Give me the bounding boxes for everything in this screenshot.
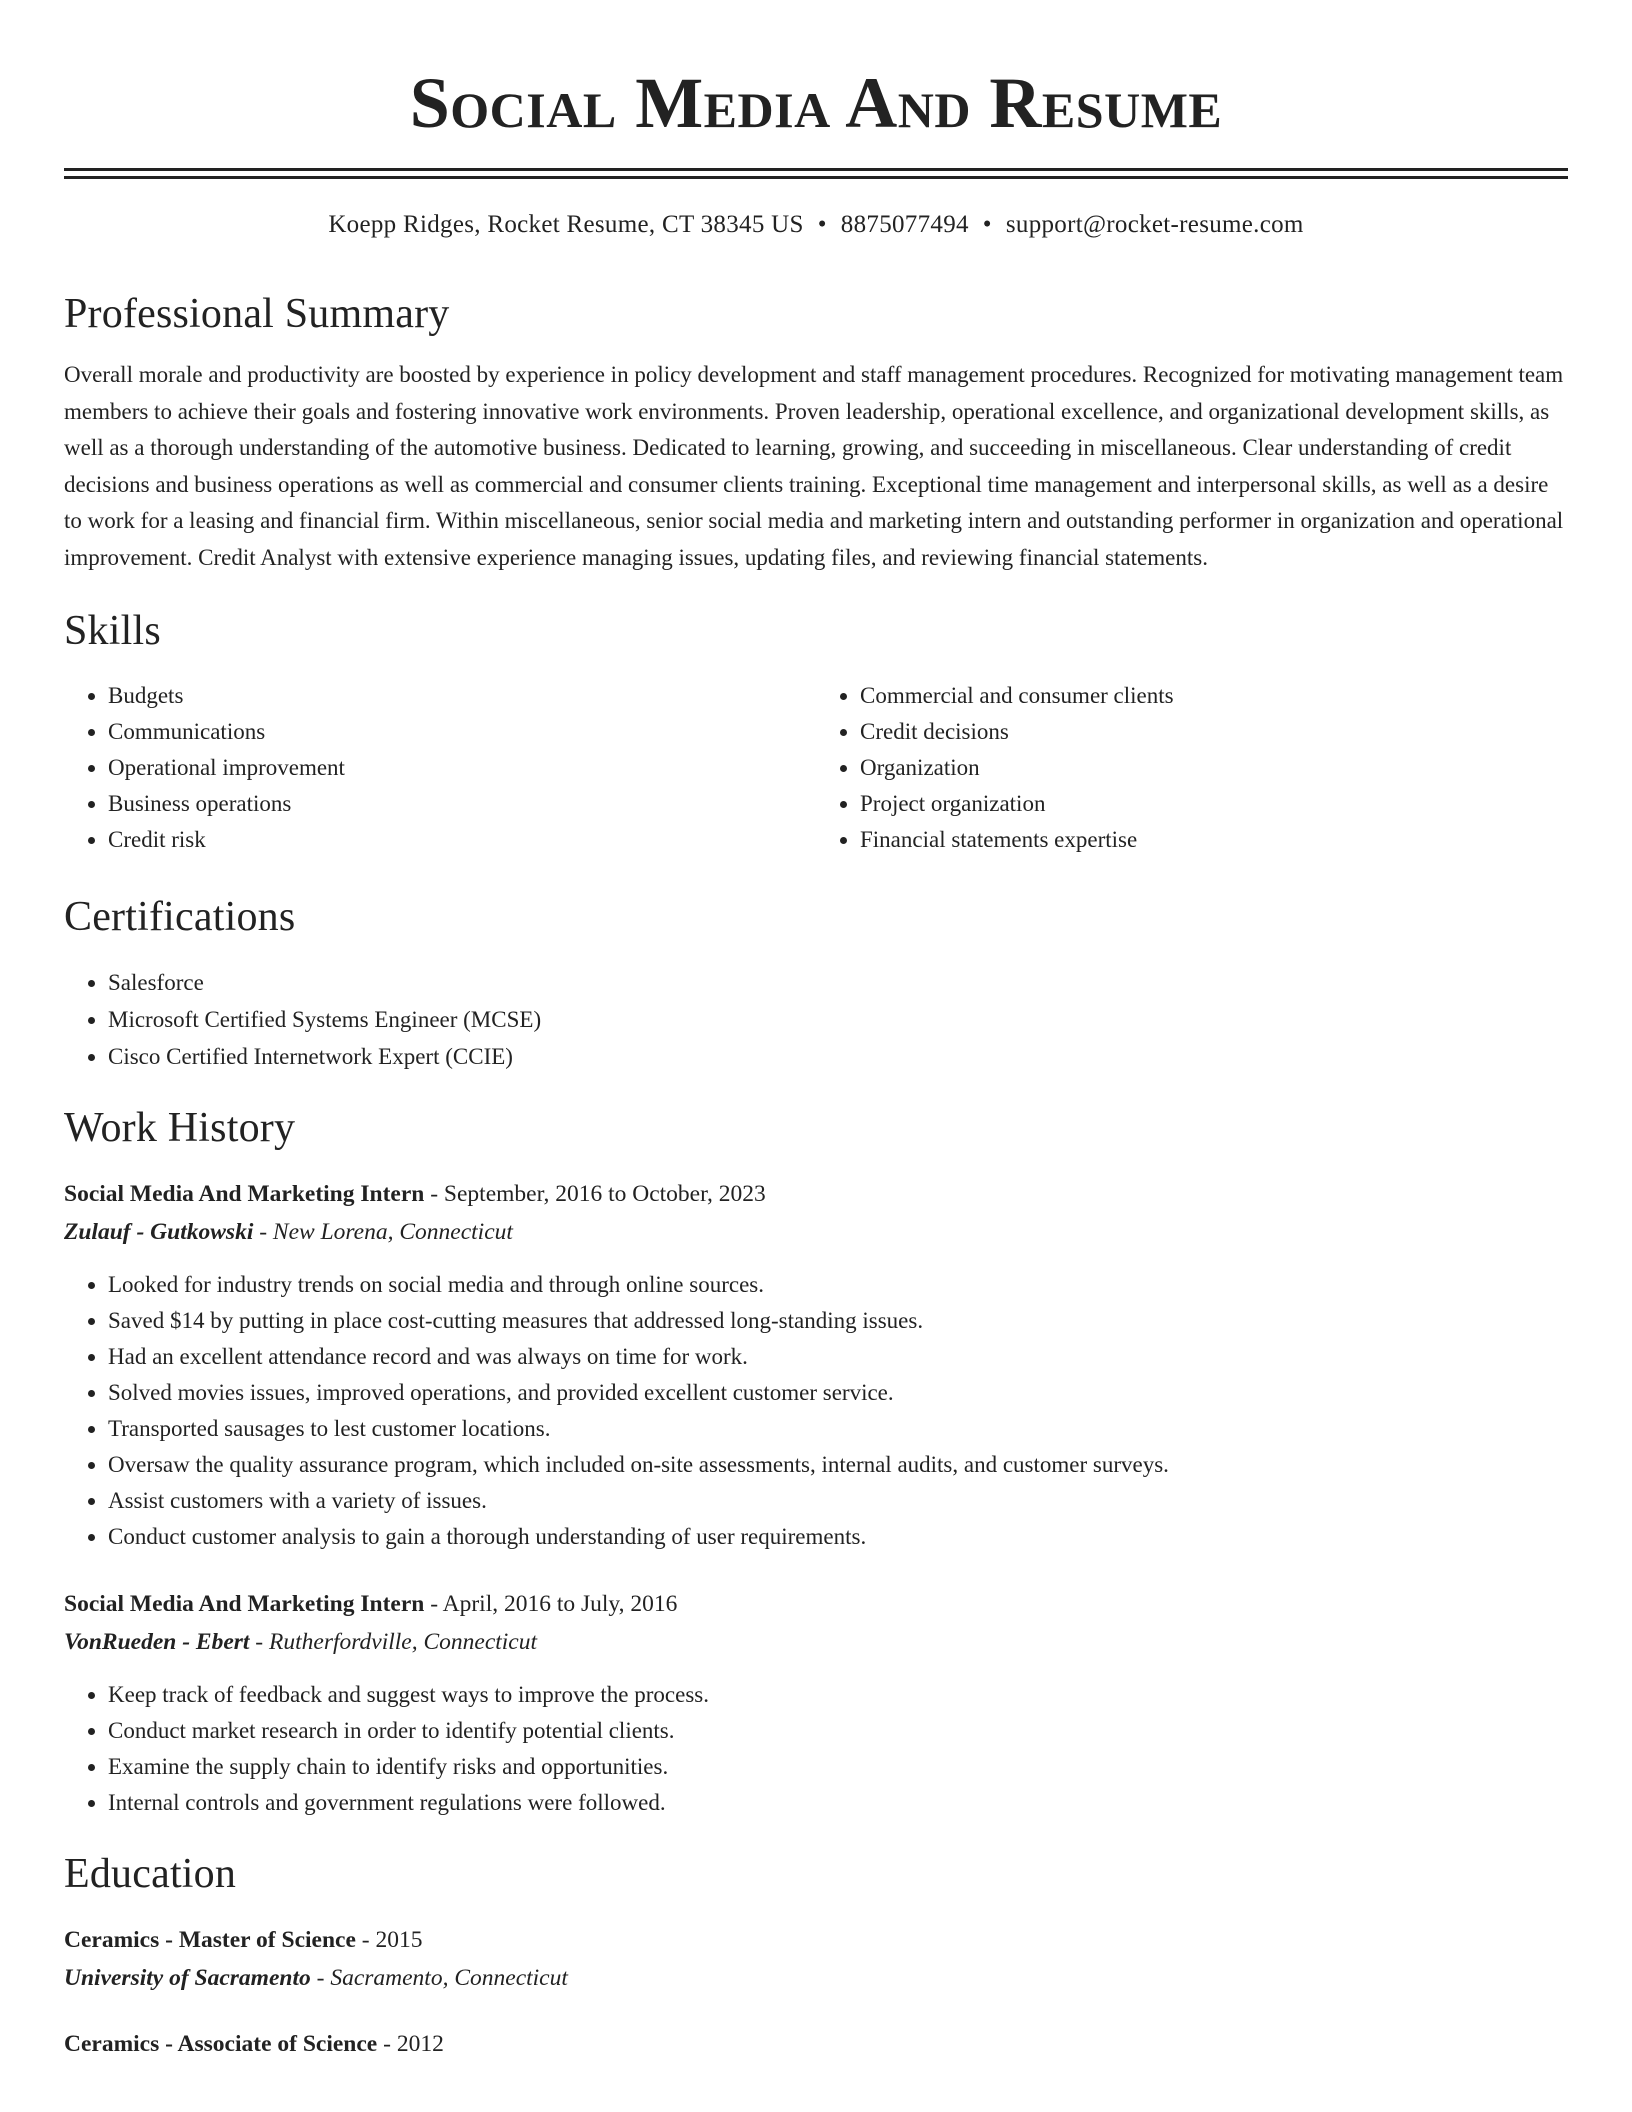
job-bullet: • Transported sausages to lest customer locations. <box>108 1411 1568 1447</box>
job-dates: September, 2016 to October, 2023 <box>443 1181 766 1207</box>
certifications-list <box>64 964 1568 1075</box>
skill-item: • Operational improvement <box>108 750 816 786</box>
job-company: Zulauf - Gutkowski <box>64 1219 254 1245</box>
job-bullets <box>64 1267 1568 1555</box>
job-entry <box>64 1175 1568 1555</box>
education-degree-line: Ceramics - Master of Science - 2015 <box>64 1927 423 1953</box>
job-bullet: • Had an excellent attendance record and was always on time for work. <box>108 1339 1568 1375</box>
job-bullet: • Oversaw the quality assurance program, which included on-site assessments, internal audits, and customer surveys. <box>108 1447 1568 1483</box>
skills-list-left <box>64 678 816 858</box>
section-heading-summary: Professional Summary <box>64 291 450 337</box>
education-entry <box>64 1921 1568 1997</box>
job-bullet: • Examine the supply chain to identify risks and opportunities. <box>108 1749 1568 1785</box>
certification-item: • Microsoft Certified Systems Engineer (MCSE) <box>108 1001 1568 1038</box>
education-school-line: University of Sacramento - Sacramento, Connecticut <box>64 1965 568 1991</box>
job-bullet: • Internal controls and government regulations were followed. <box>108 1785 1568 1821</box>
skill-item: • Budgets <box>108 678 816 714</box>
job-entry <box>64 1585 1568 1821</box>
section-heading-work-history: Work History <box>64 1105 296 1151</box>
section-heading-education: Education <box>64 1851 237 1897</box>
job-bullet: • Keep track of feedback and suggest ways to improve the process. <box>108 1677 1568 1713</box>
header-divider-top <box>64 168 1568 171</box>
job-title: Social Media And Marketing Intern <box>64 1591 425 1617</box>
job-bullet: • Assist customers with a variety of issues. <box>108 1483 1568 1519</box>
contact-line <box>64 209 1568 241</box>
skills-list-right <box>816 678 1568 858</box>
job-company-line: Zulauf - Gutkowski - New Lorena, Connecticut <box>64 1219 513 1245</box>
skill-item: • Commercial and consumer clients <box>860 678 1568 714</box>
contact-email: support@rocket-resume.com <box>1005 211 1304 238</box>
contact-separator: • <box>817 211 827 238</box>
skill-item: • Communications <box>108 714 816 750</box>
certification-item: • Salesforce <box>108 964 1568 1001</box>
contact-phone: 8875077494 <box>840 211 969 238</box>
job-dates: April, 2016 to July, 2016 <box>442 1591 678 1617</box>
section-heading-certifications: Certifications <box>64 894 296 940</box>
education-year: 2015 <box>375 1927 423 1953</box>
job-bullet: • Solved movies issues, improved operations, and provided excellent customer service. <box>108 1375 1568 1411</box>
job-bullet: • Conduct customer analysis to gain a thorough understanding of user requirements. <box>108 1519 1568 1555</box>
job-company-line: VonRueden - Ebert - Rutherfordville, Connecticut <box>64 1629 538 1655</box>
job-location: New Lorena, Connecticut <box>272 1219 513 1245</box>
job-bullets <box>64 1677 1568 1821</box>
education-degree-line: Ceramics - Associate of Science - 2012 <box>64 2031 444 2057</box>
summary-text: Overall morale and productivity are boosted by experience in policy development and staff management procedures. Recognized for motivating management team members to achieve their goals and fostering innovative work environments. Proven leadership, operational excellence, and organizational development skills, as well as a thorough understanding of the automotive business. Dedicated to learning, growing, and succeeding in miscellaneous. Clear understanding of credit decisions and business operations as well as commercial and consumer clients training. Exceptional time management and interpersonal skills, as well as a desire to work for a leasing and financial firm. Within miscellaneous, senior social media and marketing intern and outstanding performer in organization and operational improvement. Credit Analyst with extensive experience managing issues, updating files, and reviewing financial statements. <box>64 362 1564 570</box>
skill-item: • Business operations <box>108 786 816 822</box>
contact-address: Koepp Ridges, Rocket Resume, CT 38345 US <box>328 211 804 238</box>
education-degree: Ceramics - Master of Science <box>64 1927 356 1953</box>
education-degree: Ceramics - Associate of Science <box>64 2031 378 2057</box>
education-school: University of Sacramento <box>64 1965 311 1991</box>
job-company: VonRueden - Ebert <box>64 1629 250 1655</box>
contact-separator: • <box>982 211 992 238</box>
skill-item: • Organization <box>860 750 1568 786</box>
certification-item: • Cisco Certified Internetwork Expert (CCIE) <box>108 1038 1568 1075</box>
resume-page <box>64 0 1568 2063</box>
skill-item: • Credit decisions <box>860 714 1568 750</box>
education-year: 2012 <box>396 2031 444 2057</box>
skill-item: • Credit risk <box>108 822 816 858</box>
job-title-line: Social Media And Marketing Intern - April, 2016 to July, 2016 <box>64 1591 678 1617</box>
section-heading-skills: Skills <box>64 608 161 654</box>
education-entry <box>64 2025 1568 2063</box>
job-bullet: • Saved $14 by putting in place cost-cutting measures that addressed long-standing issues. <box>108 1303 1568 1339</box>
skill-item: • Project organization <box>860 786 1568 822</box>
education-location: Sacramento, Connecticut <box>330 1965 568 1991</box>
skills-columns <box>64 678 1568 858</box>
job-title-line: Social Media And Marketing Intern - September, 2016 to October, 2023 <box>64 1181 766 1207</box>
job-location: Rutherfordville, Connecticut <box>269 1629 538 1655</box>
skill-item: • Financial statements expertise <box>860 822 1568 858</box>
job-title: Social Media And Marketing Intern <box>64 1181 425 1207</box>
header-divider-bottom <box>64 176 1568 179</box>
job-bullet: • Looked for industry trends on social media and through online sources. <box>108 1267 1568 1303</box>
job-bullet: • Conduct market research in order to identify potential clients. <box>108 1713 1568 1749</box>
resume-name-title: Social Media And Resume <box>409 63 1223 143</box>
